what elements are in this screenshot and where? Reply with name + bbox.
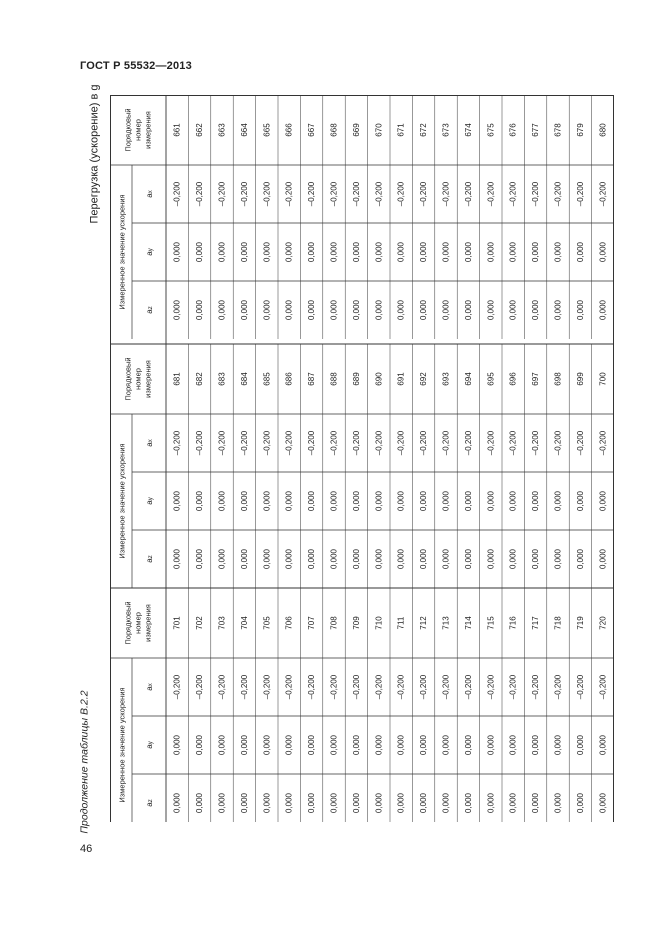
row-value-x: –0,200: [575, 674, 585, 700]
row-ordinal: 698: [553, 372, 563, 386]
ordinal-header-line: измерения: [143, 111, 153, 149]
row-ordinal: 688: [329, 372, 339, 386]
ordinal-header-line: Порядковый: [123, 108, 133, 152]
row-value-z: 0,000: [553, 299, 563, 321]
axis-header-y: [145, 248, 155, 255]
row-ordinal: 674: [463, 123, 473, 137]
row-value-x: –0,200: [307, 430, 317, 456]
axis-base: a: [144, 500, 154, 505]
row-value-z: 0,000: [419, 299, 429, 321]
row-value-x: –0,200: [329, 181, 339, 207]
row-value-z: 0,000: [374, 299, 384, 321]
row-ordinal: 713: [441, 616, 451, 630]
row-ordinal: 684: [239, 372, 249, 386]
axis-subscript: x: [148, 190, 154, 194]
row-value-z: 0,000: [195, 548, 205, 570]
row-value-z: 0,000: [374, 548, 384, 570]
ordinal-header-line: номер: [133, 368, 143, 390]
row-ordinal: 680: [598, 123, 608, 137]
row-value-y: 0,000: [217, 241, 227, 263]
row-value-x: –0,200: [307, 674, 317, 700]
row-value-x: –0,200: [329, 674, 339, 700]
row-value-z: 0,000: [262, 299, 272, 321]
axis-subscript: z: [148, 799, 154, 803]
row-value-y: 0,000: [329, 734, 339, 756]
axis-subscript: x: [148, 439, 154, 443]
row-ordinal: 699: [575, 372, 585, 386]
row-value-z: 0,000: [486, 299, 496, 321]
row-value-y: 0,000: [575, 734, 585, 756]
row-ordinal: 686: [284, 372, 294, 386]
row-value-x: –0,200: [284, 430, 294, 456]
row-ordinal: 663: [217, 123, 227, 137]
row-ordinal: 682: [195, 372, 205, 386]
row-value-z: 0,000: [396, 548, 406, 570]
row-value-x: –0,200: [262, 181, 272, 207]
row-value-x: –0,200: [239, 181, 249, 207]
row-value-y: 0,000: [486, 241, 496, 263]
row-value-z: 0,000: [441, 299, 451, 321]
row-value-y: 0,000: [351, 734, 361, 756]
row-value-x: –0,200: [463, 430, 473, 456]
row-ordinal: 693: [441, 372, 451, 386]
ordinal-header-line: Порядковый: [123, 601, 133, 645]
row-value-y: 0,000: [262, 734, 272, 756]
row-value-x: –0,200: [217, 430, 227, 456]
row-value-x: –0,200: [262, 430, 272, 456]
row-value-x: –0,200: [195, 430, 205, 456]
row-value-z: 0,000: [463, 792, 473, 814]
row-value-y: 0,000: [284, 734, 294, 756]
axis-header-z: [145, 799, 155, 806]
row-value-x: –0,200: [508, 430, 518, 456]
axis-header-z: [145, 306, 155, 313]
row-value-z: 0,000: [262, 548, 272, 570]
row-value-z: 0,000: [239, 299, 249, 321]
measurement-table-svg: [110, 95, 614, 822]
row-value-x: –0,200: [374, 181, 384, 207]
row-value-y: 0,000: [217, 734, 227, 756]
row-value-y: 0,000: [441, 241, 451, 263]
unit-label: Перегрузка (ускорение) в g: [87, 84, 100, 224]
row-value-z: 0,000: [217, 299, 227, 321]
row-value-y: 0,000: [195, 734, 205, 756]
row-value-z: 0,000: [351, 548, 361, 570]
row-value-x: –0,200: [172, 181, 182, 207]
row-ordinal: 689: [351, 372, 361, 386]
row-value-y: 0,000: [195, 490, 205, 512]
axis-header-z: [145, 555, 155, 562]
row-ordinal: 664: [239, 123, 249, 137]
row-value-x: –0,200: [396, 430, 406, 456]
table-continuation-label: Продолжение таблицы В.2.2: [78, 690, 91, 834]
row-value-y: 0,000: [553, 490, 563, 512]
row-value-z: 0,000: [239, 548, 249, 570]
row-value-y: 0,000: [575, 490, 585, 512]
row-value-z: 0,000: [396, 299, 406, 321]
row-ordinal: 696: [508, 372, 518, 386]
row-value-z: 0,000: [531, 299, 541, 321]
row-ordinal: 720: [598, 616, 608, 630]
ordinal-header-line: измерения: [143, 604, 153, 642]
row-value-y: 0,000: [284, 490, 294, 512]
row-value-x: –0,200: [441, 430, 451, 456]
axis-base: a: [144, 744, 154, 749]
row-value-y: 0,000: [217, 490, 227, 512]
row-ordinal: 671: [396, 123, 406, 137]
row-value-x: –0,200: [441, 674, 451, 700]
axis-subscript: y: [148, 248, 154, 252]
row-value-y: 0,000: [486, 490, 496, 512]
row-value-y: 0,000: [463, 241, 473, 263]
row-value-x: –0,200: [374, 674, 384, 700]
row-value-z: 0,000: [195, 792, 205, 814]
row-ordinal: 681: [172, 372, 182, 386]
row-value-z: 0,000: [598, 548, 608, 570]
document-title: ГОСТ Р 55532—2013: [80, 60, 192, 72]
row-value-y: 0,000: [396, 241, 406, 263]
row-value-z: 0,000: [284, 792, 294, 814]
row-value-x: –0,200: [553, 430, 563, 456]
row-value-x: –0,200: [217, 181, 227, 207]
row-value-x: –0,200: [239, 430, 249, 456]
row-value-y: 0,000: [351, 490, 361, 512]
row-value-z: 0,000: [598, 792, 608, 814]
row-value-x: –0,200: [172, 674, 182, 700]
row-value-y: 0,000: [307, 490, 317, 512]
row-ordinal: 676: [508, 123, 518, 137]
axis-header-x: [145, 439, 155, 446]
row-value-x: –0,200: [553, 674, 563, 700]
row-value-y: 0,000: [441, 734, 451, 756]
row-value-x: –0,200: [284, 674, 294, 700]
row-ordinal: 685: [262, 372, 272, 386]
row-value-z: 0,000: [239, 792, 249, 814]
axis-base: a: [144, 193, 154, 198]
row-ordinal: 718: [553, 616, 563, 630]
row-value-x: –0,200: [463, 674, 473, 700]
row-value-z: 0,000: [441, 548, 451, 570]
row-value-y: 0,000: [374, 734, 384, 756]
row-value-z: 0,000: [262, 792, 272, 814]
row-value-y: 0,000: [531, 490, 541, 512]
row-value-y: 0,000: [284, 241, 294, 263]
row-value-z: 0,000: [486, 792, 496, 814]
row-value-y: 0,000: [195, 241, 205, 263]
row-value-z: 0,000: [441, 792, 451, 814]
row-value-y: 0,000: [374, 490, 384, 512]
row-ordinal: 710: [374, 616, 384, 630]
axis-header-y: [145, 497, 155, 504]
row-value-z: 0,000: [396, 792, 406, 814]
row-value-z: 0,000: [217, 792, 227, 814]
row-value-z: 0,000: [351, 792, 361, 814]
row-value-y: 0,000: [262, 490, 272, 512]
row-value-x: –0,200: [307, 181, 317, 207]
row-ordinal: 716: [508, 616, 518, 630]
row-ordinal: 690: [374, 372, 384, 386]
row-ordinal: 701: [172, 616, 182, 630]
ordinal-header-line: номер: [133, 119, 143, 141]
axis-base: a: [144, 442, 154, 447]
axis-base: a: [144, 802, 154, 807]
ordinal-header-line: Порядковый: [123, 357, 133, 401]
row-value-z: 0,000: [172, 299, 182, 321]
row-value-x: –0,200: [396, 181, 406, 207]
row-ordinal: 665: [262, 123, 272, 137]
measured-group-header: Измеренное значение ускорения: [117, 194, 127, 310]
row-value-y: 0,000: [239, 241, 249, 263]
measured-group-header: Измеренное значение ускорения: [117, 443, 127, 559]
row-value-z: 0,000: [329, 792, 339, 814]
row-ordinal: 668: [329, 123, 339, 137]
row-value-x: –0,200: [419, 181, 429, 207]
row-value-z: 0,000: [553, 548, 563, 570]
row-value-z: 0,000: [575, 299, 585, 321]
row-value-y: 0,000: [598, 490, 608, 512]
row-value-x: –0,200: [508, 674, 518, 700]
ordinal-header-line: номер: [133, 612, 143, 634]
row-value-x: –0,200: [598, 181, 608, 207]
row-ordinal: 712: [419, 616, 429, 630]
row-ordinal: 683: [217, 372, 227, 386]
row-value-z: 0,000: [329, 299, 339, 321]
row-value-z: 0,000: [284, 548, 294, 570]
row-value-y: 0,000: [329, 241, 339, 263]
row-value-z: 0,000: [508, 299, 518, 321]
row-value-z: 0,000: [598, 299, 608, 321]
row-ordinal: 711: [396, 616, 406, 630]
row-value-z: 0,000: [351, 299, 361, 321]
row-value-y: 0,000: [419, 241, 429, 263]
row-value-y: 0,000: [396, 490, 406, 512]
row-value-y: 0,000: [486, 734, 496, 756]
row-value-y: 0,000: [508, 241, 518, 263]
row-value-z: 0,000: [463, 548, 473, 570]
row-value-y: 0,000: [553, 241, 563, 263]
row-value-z: 0,000: [307, 792, 317, 814]
row-value-z: 0,000: [553, 792, 563, 814]
row-ordinal: 667: [307, 123, 317, 137]
row-ordinal: 702: [195, 616, 205, 630]
row-ordinal: 661: [172, 123, 182, 137]
row-ordinal: 719: [575, 616, 585, 630]
row-ordinal: 672: [419, 123, 429, 137]
row-value-x: –0,200: [486, 430, 496, 456]
row-value-z: 0,000: [419, 548, 429, 570]
row-value-x: –0,200: [531, 430, 541, 456]
row-value-y: 0,000: [531, 734, 541, 756]
row-ordinal: 669: [351, 123, 361, 137]
axis-subscript: z: [148, 555, 154, 559]
axis-base: a: [144, 686, 154, 691]
row-value-y: 0,000: [396, 734, 406, 756]
row-value-z: 0,000: [508, 792, 518, 814]
row-value-x: –0,200: [486, 181, 496, 207]
axis-header-y: [145, 741, 155, 748]
row-value-x: –0,200: [531, 181, 541, 207]
row-value-z: 0,000: [195, 299, 205, 321]
row-value-y: 0,000: [463, 490, 473, 512]
row-value-y: 0,000: [508, 734, 518, 756]
row-value-y: 0,000: [239, 734, 249, 756]
row-value-z: 0,000: [172, 548, 182, 570]
row-value-y: 0,000: [553, 734, 563, 756]
row-ordinal: 704: [239, 616, 249, 630]
row-ordinal: 703: [217, 616, 227, 630]
row-ordinal: 708: [329, 616, 339, 630]
row-value-x: –0,200: [217, 674, 227, 700]
row-value-x: –0,200: [195, 181, 205, 207]
axis-subscript: z: [148, 306, 154, 310]
row-ordinal: 694: [463, 372, 473, 386]
row-ordinal: 670: [374, 123, 384, 137]
axis-subscript: y: [148, 497, 154, 501]
row-value-z: 0,000: [307, 548, 317, 570]
row-value-y: 0,000: [239, 490, 249, 512]
row-value-y: 0,000: [307, 734, 317, 756]
page-number: 46: [80, 843, 93, 855]
axis-subscript: x: [148, 683, 154, 687]
row-value-y: 0,000: [575, 241, 585, 263]
ordinal-header-line: измерения: [143, 360, 153, 398]
row-value-x: –0,200: [441, 181, 451, 207]
row-value-x: –0,200: [262, 674, 272, 700]
row-ordinal: 662: [195, 123, 205, 137]
row-value-x: –0,200: [486, 674, 496, 700]
row-value-x: –0,200: [575, 181, 585, 207]
row-value-x: –0,200: [195, 674, 205, 700]
row-value-y: 0,000: [419, 490, 429, 512]
row-value-z: 0,000: [486, 548, 496, 570]
row-ordinal: 675: [486, 123, 496, 137]
measurement-table: [110, 95, 614, 822]
row-value-x: –0,200: [351, 674, 361, 700]
row-value-y: 0,000: [351, 241, 361, 263]
row-ordinal: 677: [531, 123, 541, 137]
row-ordinal: 715: [486, 616, 496, 630]
row-ordinal: 673: [441, 123, 451, 137]
row-value-x: –0,200: [531, 674, 541, 700]
row-value-x: –0,200: [351, 181, 361, 207]
row-value-x: –0,200: [419, 430, 429, 456]
row-ordinal: 697: [531, 372, 541, 386]
row-ordinal: 706: [284, 616, 294, 630]
row-ordinal: 695: [486, 372, 496, 386]
row-value-z: 0,000: [307, 299, 317, 321]
row-value-z: 0,000: [575, 792, 585, 814]
row-value-y: 0,000: [598, 241, 608, 263]
row-ordinal: 691: [396, 372, 406, 386]
row-value-x: –0,200: [419, 674, 429, 700]
row-ordinal: 679: [575, 123, 585, 137]
row-ordinal: 687: [307, 372, 317, 386]
row-value-y: 0,000: [329, 490, 339, 512]
row-value-z: 0,000: [419, 792, 429, 814]
axis-base: a: [144, 251, 154, 256]
row-value-z: 0,000: [531, 792, 541, 814]
row-value-y: 0,000: [172, 734, 182, 756]
axis-base: a: [144, 558, 154, 563]
row-value-z: 0,000: [575, 548, 585, 570]
row-value-y: 0,000: [374, 241, 384, 263]
row-value-x: –0,200: [553, 181, 563, 207]
row-value-z: 0,000: [329, 548, 339, 570]
row-ordinal: 707: [307, 616, 317, 630]
row-value-x: –0,200: [239, 674, 249, 700]
row-ordinal: 714: [463, 616, 473, 630]
row-value-z: 0,000: [172, 792, 182, 814]
row-value-x: –0,200: [598, 674, 608, 700]
row-value-x: –0,200: [374, 430, 384, 456]
axis-subscript: y: [148, 741, 154, 745]
row-value-x: –0,200: [508, 181, 518, 207]
row-value-y: 0,000: [172, 490, 182, 512]
row-ordinal: 678: [553, 123, 563, 137]
row-value-z: 0,000: [374, 792, 384, 814]
row-value-y: 0,000: [441, 490, 451, 512]
row-ordinal: 709: [351, 616, 361, 630]
row-value-x: –0,200: [284, 181, 294, 207]
row-value-z: 0,000: [284, 299, 294, 321]
axis-header-x: [145, 190, 155, 197]
row-value-x: –0,200: [598, 430, 608, 456]
axis-base: a: [144, 309, 154, 314]
row-value-z: 0,000: [217, 548, 227, 570]
row-ordinal: 717: [531, 616, 541, 630]
axis-header-x: [145, 683, 155, 690]
row-value-x: –0,200: [351, 430, 361, 456]
row-value-x: –0,200: [463, 181, 473, 207]
row-ordinal: 705: [262, 616, 272, 630]
row-value-z: 0,000: [508, 548, 518, 570]
row-value-x: –0,200: [575, 430, 585, 456]
row-ordinal: 666: [284, 123, 294, 137]
row-value-y: 0,000: [463, 734, 473, 756]
row-value-x: –0,200: [396, 674, 406, 700]
row-ordinal: 700: [598, 372, 608, 386]
row-value-z: 0,000: [531, 548, 541, 570]
row-value-z: 0,000: [463, 299, 473, 321]
row-value-y: 0,000: [598, 734, 608, 756]
row-value-y: 0,000: [508, 490, 518, 512]
measured-group-header: Измеренное значение ускорения: [117, 687, 127, 803]
row-value-y: 0,000: [531, 241, 541, 263]
row-value-y: 0,000: [262, 241, 272, 263]
row-value-y: 0,000: [419, 734, 429, 756]
row-value-x: –0,200: [172, 430, 182, 456]
row-value-y: 0,000: [307, 241, 317, 263]
row-ordinal: 692: [419, 372, 429, 386]
row-value-y: 0,000: [172, 241, 182, 263]
row-value-x: –0,200: [329, 430, 339, 456]
